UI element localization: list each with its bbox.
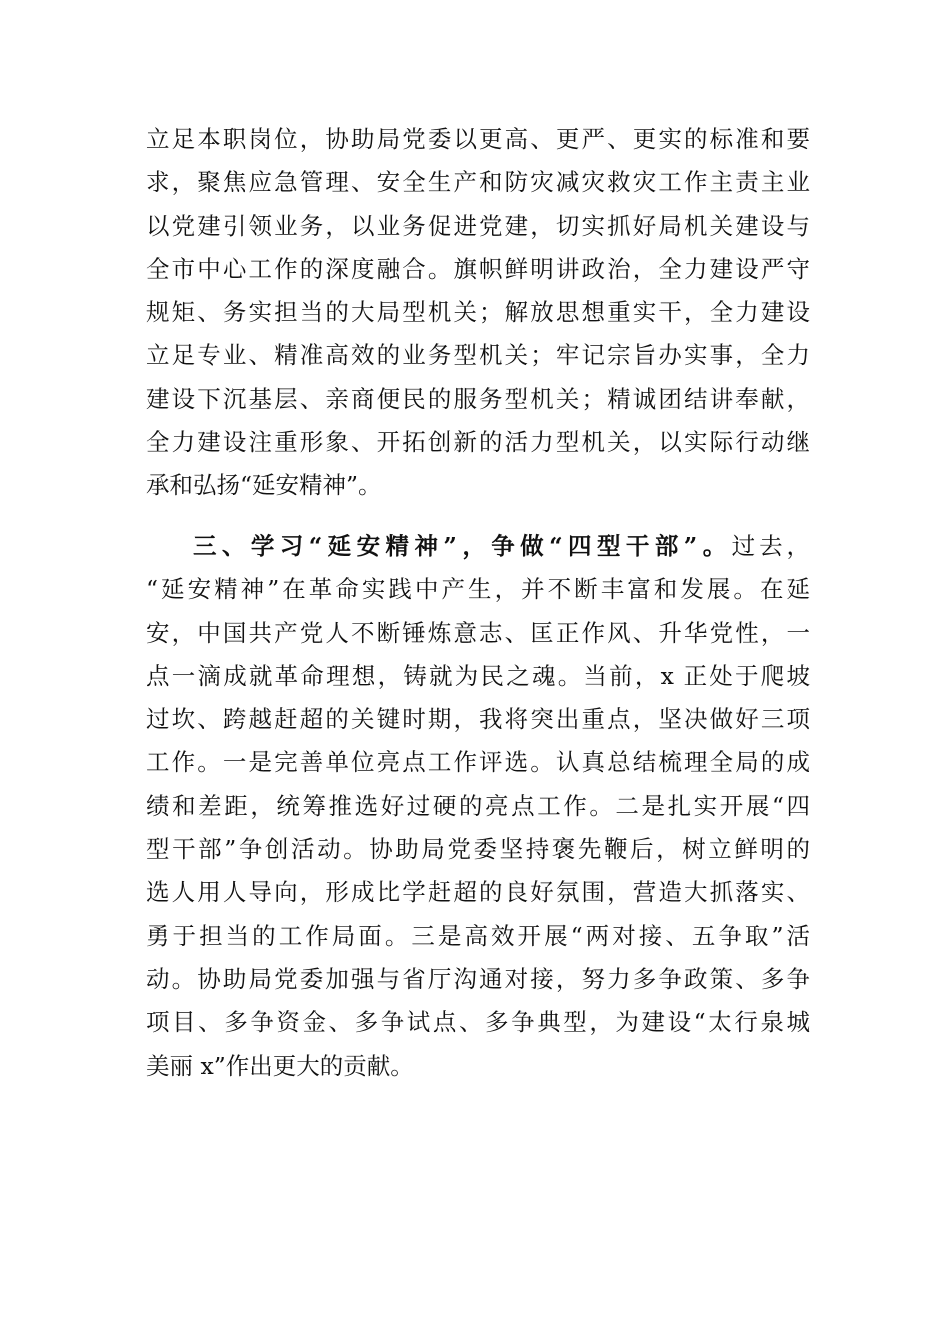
paragraph-line: 立足本职岗位，协助局党委以更高、更严、更实的标准和要 xyxy=(146,125,810,153)
paragraph-line: 全力建设注重形象、开拓创新的活力型机关，以实际行动继 xyxy=(146,428,810,457)
heading-tail-text: 过去， xyxy=(731,532,810,560)
paragraph-line: 选人用人导向，形成比学赶超的良好氛围，营造大抓落实、 xyxy=(146,878,810,907)
paragraph-line: 项目、多争资金、多争试点、多争典型，为建设“太行泉城 xyxy=(146,1008,810,1037)
paragraph-line: 绩和差距，统筹推选好过硬的亮点工作。二是扎实开展“四 xyxy=(146,791,810,820)
paragraph-line: 型干部”争创活动。协助局党委坚持褒先鞭后，树立鲜明的 xyxy=(146,835,810,864)
paragraph-line: 全市中心工作的深度融合。旗帜鲜明讲政治，全力建设严守 xyxy=(146,254,810,283)
paragraph-1 xyxy=(146,118,810,508)
paragraph-line: 动。协助局党委加强与省厅沟通对接，努力多争政策、多争 xyxy=(146,964,810,993)
paragraph-line: 美丽 x”作出更大的贡献。 xyxy=(146,1051,414,1080)
paragraph-2 xyxy=(146,525,810,1088)
paragraph-line: 以党建引领业务，以业务促进党建，切实抓好局机关建设与 xyxy=(146,211,810,240)
paragraph-line: 勇于担当的工作局面。三是高效开展“两对接、五争取”活 xyxy=(146,921,810,950)
section-heading-line xyxy=(146,525,810,568)
paragraph-line: 点一滴成就革命理想，铸就为民之魂。当前，x 正处于爬坡 xyxy=(146,661,810,690)
paragraph-line: 立足专业、精准高效的业务型机关；牢记宗旨办实事，全力 xyxy=(146,341,810,370)
paragraph-line: 规矩、务实担当的大局型机关；解放思想重实干，全力建设 xyxy=(146,298,810,327)
paragraph-line: 承和弘扬“延安精神”。 xyxy=(146,471,382,500)
paragraph-line: 求，聚焦应急管理、安全生产和防灾减灾救灾工作主责主业 xyxy=(146,168,810,197)
section-heading: 三、学习“延安精神”，争做“四型干部”。 xyxy=(193,532,732,560)
paragraph-line: 过坎、跨越赶超的关键时期，我将突出重点，坚决做好三项 xyxy=(146,705,810,734)
paragraph-line: “延安精神”在革命实践中产生，并不断丰富和发展。在延 xyxy=(146,575,810,604)
paragraph-line: 安，中国共产党人不断锤炼意志、匡正作风、升华党性，一 xyxy=(146,618,810,647)
paragraph-line: 建设下沉基层、亲商便民的服务型机关；精诚团结讲奉献， xyxy=(146,384,810,413)
paragraph-line: 工作。一是完善单位亮点工作评选。认真总结梳理全局的成 xyxy=(146,748,810,777)
